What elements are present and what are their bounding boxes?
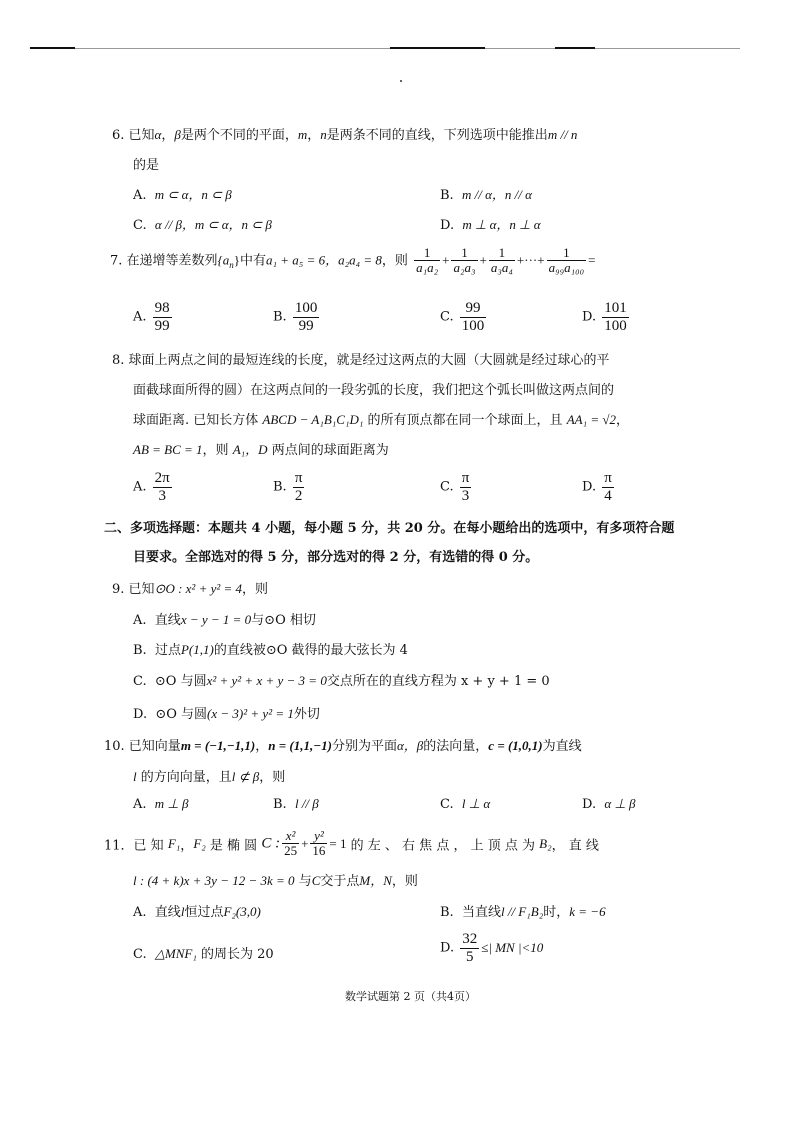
q7-option-b-frac <box>293 300 320 334</box>
q6-target: m // n <box>547 127 578 142</box>
q6-option-a <box>133 184 232 203</box>
q7-option-d-letter: D. <box>582 309 597 325</box>
q7-frac-4-num: 1 <box>547 246 587 261</box>
q11-f1: F₁ <box>167 835 181 851</box>
q7-plus-1: + <box>442 252 450 268</box>
q6-stem-pre: 6. 已知 <box>112 128 155 143</box>
q7-option-d-num: 101 <box>604 300 627 316</box>
q9-option-a-math: x − y − 1 = 0 <box>180 612 252 627</box>
q7-option-c-num: 99 <box>460 300 487 318</box>
q11-option-d-num: 32 <box>462 931 478 947</box>
q10-stem-mid: 分别为平面 <box>331 739 397 754</box>
q11-stem-mid2: 的 左 、 右 焦 点 ， 上 顶 点 为 <box>350 838 535 854</box>
q11-curve-name: C : <box>261 835 281 852</box>
q11-stem-line2 <box>133 870 418 889</box>
q10-line2-cond: l ⊄ β <box>231 769 260 784</box>
q10-option-b <box>273 796 319 812</box>
q7-option-c-frac <box>460 300 487 334</box>
q7-option-d-frac <box>602 300 629 334</box>
q7-frac-1 <box>414 246 440 276</box>
q10-planes: α，β <box>396 738 424 753</box>
q7-frac-1-num: 1 <box>414 246 440 261</box>
q11-option-c-pre: △MNF₁ <box>154 946 197 961</box>
q11-stem-end: ， 直 线 <box>551 838 599 854</box>
q8-option-a <box>133 470 174 504</box>
q7-frac-3 <box>489 246 515 276</box>
top-rule <box>30 48 740 49</box>
q9-stem-pre: 9. 已知 <box>112 582 155 597</box>
q6-option-a-text: m ⊂ α，n ⊂ β <box>154 187 232 202</box>
q11-option-a-pre: 直线 <box>154 905 181 920</box>
q11-plus: + <box>301 835 309 851</box>
q11-frac-y <box>310 829 327 859</box>
q9-option-b-pre: 过点 <box>154 643 181 658</box>
q8-option-b-num: π <box>294 470 303 486</box>
q7-option-b-letter: B. <box>273 309 287 325</box>
scan-speck <box>400 80 402 82</box>
q10-vec-m: m = (−1,−1,1) <box>180 738 256 753</box>
q10-option-b-letter: B. <box>273 797 287 812</box>
q11-line2-mid: 与 <box>298 874 312 889</box>
q9-option-b-math: P(1,1) <box>180 642 214 657</box>
q8-option-d <box>582 470 616 504</box>
q9-option-d-post: 外切 <box>293 707 320 722</box>
q9-option-d-pre: ⊙O 与圆 <box>155 707 208 722</box>
q10-option-d-letter: D. <box>582 797 597 812</box>
q9-option-d-letter: D. <box>133 707 148 722</box>
q6-option-d-text: m ⊥ α，n ⊥ α <box>462 217 541 232</box>
q9-option-b <box>133 639 408 658</box>
q7-frac-2-den: a₂a₃ <box>453 260 476 276</box>
q10-option-d-text: α ⊥ β <box>604 796 636 811</box>
q9-option-a-post: 与⊙O 相切 <box>251 613 316 628</box>
q11-option-a-math2: F₂(3,0) <box>223 904 261 919</box>
q7-option-b-num: 100 <box>294 300 318 316</box>
q8-option-a-num: 2π <box>154 470 170 486</box>
q8-option-b-letter: B. <box>273 479 287 495</box>
q8-option-c <box>440 470 473 504</box>
q7-plus-2: + <box>479 252 487 268</box>
q8-line3-mid: 的所有顶点都在同一个球面上，且 <box>367 413 563 428</box>
q7-stem-pre: 7. 在递增等差数列 <box>110 253 218 269</box>
q9-option-b-post: 的直线被⊙O 截得的最大弦长为 4 <box>213 643 408 658</box>
q11-eq1: = 1 <box>329 835 347 851</box>
q10-option-a-letter: A. <box>133 797 147 812</box>
q11-option-b-letter: B. <box>440 905 454 920</box>
q7-dots: +···+ <box>516 252 545 268</box>
q10-stem-end: 为直线 <box>542 739 582 754</box>
q7-frac-4 <box>547 246 587 276</box>
q7-frac-3-den: a₃a₄ <box>490 260 513 276</box>
q7-seq: {a <box>217 252 230 268</box>
q8-line3-solid: ABCD − A₁B₁C₁D₁ <box>262 412 364 427</box>
q10-vec-c: c = (1,0,1) <box>488 738 543 753</box>
q10-option-a-text: m ⊥ β <box>154 796 189 811</box>
q7-frac-3-num: 1 <box>489 246 515 261</box>
q6-option-c-text: α // β，m ⊂ α，n ⊂ β <box>154 217 272 232</box>
q11-frac-x-num: x² <box>282 829 299 844</box>
q10-stem <box>104 735 582 754</box>
q11-option-d-letter: D. <box>440 940 455 956</box>
q10-vec-n: n = (1,1,−1) <box>268 738 332 753</box>
q7-option-a <box>133 300 174 334</box>
q9-option-c-post: 交点所在的直线方程为 x + y + 1 = 0 <box>326 674 550 689</box>
q7-option-d-den: 100 <box>604 317 627 334</box>
q8-line3-cond: AA₁ = √2 <box>566 412 617 427</box>
top-rule-mid <box>390 47 485 49</box>
q9-option-c-letter: C. <box>133 674 147 689</box>
q9-option-a-letter: A. <box>133 613 147 628</box>
q7-option-a-frac <box>153 300 172 334</box>
q6-stem-mid: 是两个不同的平面， <box>180 128 298 143</box>
q9-stem <box>112 578 268 597</box>
q8-option-a-frac <box>153 470 172 504</box>
q11-option-b-mid: 时， <box>543 905 570 920</box>
q7-seq-close: } <box>233 252 240 268</box>
q8-option-a-den: 3 <box>158 487 166 504</box>
section2-line2: 目要求。全部选对的得 5 分，部分选对的得 2 分，有选错的得 0 分。 <box>133 550 539 565</box>
q6-sep2: ， <box>307 128 321 143</box>
q6-option-d-letter: D. <box>440 218 455 233</box>
q7-cond: a₁ + a₅ = 6，a₂a₄ = 8 <box>266 252 382 268</box>
top-rule-left <box>30 47 75 49</box>
q8-option-c-letter: C. <box>440 479 454 495</box>
q11-line2-mid2: 交于点 <box>320 874 360 889</box>
q6-m: m <box>297 127 308 142</box>
q11-option-d-frac <box>460 931 479 965</box>
q7-stem-mid: 中有 <box>240 253 267 269</box>
q7-option-c-den: 100 <box>461 317 485 334</box>
q6-beta: β <box>174 127 181 142</box>
q7-frac-4-den: a₉₉a₁₀₀ <box>548 260 585 276</box>
q7-option-a-num: 98 <box>154 300 170 316</box>
q7-option-a-letter: A. <box>133 309 147 325</box>
q11-option-a-math: l <box>180 904 185 919</box>
q11-b2: B₂ <box>539 835 552 851</box>
q9-option-d <box>133 703 320 722</box>
q8-line4-end: 两点间的球面距离为 <box>271 443 389 458</box>
q7-option-d <box>582 300 631 334</box>
q8-option-b <box>273 470 306 504</box>
q11-option-b <box>440 901 606 920</box>
q11-option-d-rest: ≤| MN |<10 <box>481 940 544 955</box>
q7-option-b <box>273 300 321 334</box>
q11-option-b-pre: 当直线 <box>461 905 501 920</box>
q6-option-b-letter: B. <box>440 188 454 203</box>
q11-line2-pts: M，N <box>359 873 392 888</box>
q6-stem-post: 是两条不同的直线，下列选项中能推出 <box>326 128 548 143</box>
q10-option-d <box>582 796 635 812</box>
q6-sep1: ， <box>161 128 175 143</box>
q8-option-c-den: 3 <box>461 487 470 504</box>
q11-frac-x <box>282 829 299 859</box>
q7-option-c <box>440 300 488 334</box>
q9-option-c <box>133 670 550 689</box>
q11-option-c-letter: C. <box>133 947 147 962</box>
q10-option-c-letter: C. <box>440 797 454 812</box>
q6-option-b <box>440 184 532 203</box>
q8-option-d-num: π <box>604 470 612 486</box>
q10-option-c-text: l ⊥ α <box>461 796 491 811</box>
q10-option-b-text: l // β <box>294 796 319 811</box>
q11-stem <box>104 829 599 859</box>
q11-line2-end: ，则 <box>391 874 418 889</box>
q11-line2-eq: l : (4 + k)x + 3y − 12 − 3k = 0 <box>133 873 295 888</box>
q8-line4-cond: AB = BC = 1 <box>133 442 203 457</box>
q7-seq-sub: n <box>229 259 234 270</box>
q8-line3-pre: 球面距离. 已知长方体 <box>133 413 259 428</box>
q8-option-c-num: π <box>461 470 470 486</box>
q8-line3 <box>133 409 629 428</box>
q8-option-b-den: 2 <box>294 487 303 504</box>
q10-line-l: l <box>133 769 137 784</box>
q11-option-b-math: l // F₁B₂ <box>500 904 544 919</box>
q9-circle: ⊙O : x² + y² = 4 <box>154 581 243 596</box>
q9-stem-post: ，则 <box>242 582 269 597</box>
q7-frac-1-den: a₁a₂ <box>416 260 439 276</box>
q9-option-a-pre: 直线 <box>154 613 181 628</box>
q10-line2-end: ，则 <box>259 770 286 785</box>
q11-option-c <box>133 943 274 962</box>
q8-line4-mid: ，则 <box>202 443 229 458</box>
q11-option-a-letter: A. <box>133 905 147 920</box>
q8-option-a-letter: A. <box>133 479 147 495</box>
q9-option-d-math: (x − 3)² + y² = 1 <box>207 706 294 721</box>
q8-line1: 8. 球面上两点之间的最短连线的长度，就是经过这两点的大圆（大圆就是经过球心的平 <box>112 353 610 368</box>
q7-eq: = <box>588 252 596 268</box>
q6-option-c-letter: C. <box>133 218 147 233</box>
q8-line3-end: ， <box>616 413 630 428</box>
q6-option-c <box>133 214 272 233</box>
q11-option-a-mid: 恒过点 <box>184 905 224 920</box>
q10-option-a <box>133 796 188 812</box>
q11-option-d-den: 5 <box>465 948 474 965</box>
q7-stem <box>110 246 596 276</box>
q7-frac-2-num: 1 <box>451 246 477 261</box>
q11-option-c-mid: 的周长为 20 <box>201 947 274 962</box>
q10-stem-pre: 10. 已知向量 <box>104 739 181 754</box>
q11-frac-x-den: 25 <box>284 843 298 859</box>
q7-option-b-den: 99 <box>298 317 314 334</box>
q6-option-b-text: m // α，n // α <box>461 187 532 202</box>
q6-alpha: α <box>154 127 162 142</box>
q10-stem-line2 <box>133 766 285 785</box>
q8-line4-pts: A₁，D <box>232 442 268 457</box>
q10-option-c <box>440 796 490 812</box>
q11-option-d <box>440 931 543 965</box>
q7-stem-then: ，则 <box>381 253 408 269</box>
q8-option-d-letter: D. <box>582 479 597 495</box>
q9-option-c-pre: ⊙O 与圆 <box>154 674 207 689</box>
top-rule-right <box>555 47 595 49</box>
q11-frac-y-den: 16 <box>312 843 326 859</box>
q8-option-d-frac <box>602 470 614 504</box>
q9-option-c-math: x² + y² + x + y − 3 = 0 <box>206 673 327 688</box>
q6-stem-line2: 的是 <box>133 158 160 173</box>
q6-option-d <box>440 214 541 233</box>
q6-n: n <box>320 127 327 142</box>
q8-option-d-den: 4 <box>604 487 612 504</box>
section2-line1: 二、多项选择题：本题共 4 小题，每小题 5 分，共 20 分。在每小题给出的选项中，有多项符合题 <box>104 521 675 536</box>
q11-stem-mid: 是 椭 圆 <box>209 838 258 854</box>
q9-option-a <box>133 609 316 628</box>
q8-line2: 面截球面所得的圆）在这两点间的一段劣弧的长度，我们把这个弧长叫做这两点间的 <box>133 383 615 398</box>
q6-stem <box>112 124 577 143</box>
q10-stem-mid2: 的法向量， <box>423 739 489 754</box>
q7-frac-2 <box>451 246 477 276</box>
q8-option-c-frac <box>460 470 472 504</box>
q10-line2-mid: 的方向向量，且 <box>140 770 232 785</box>
q9-option-b-letter: B. <box>133 643 147 658</box>
q11-option-b-math2: k = −6 <box>569 904 606 919</box>
page-footer: 数学试题第 2 页（共4页） <box>345 990 476 1003</box>
q8-option-b-frac <box>293 470 305 504</box>
q7-option-c-letter: C. <box>440 309 454 325</box>
q11-stem-pre: 11．已 知 <box>104 838 164 854</box>
q11-f2: F₂ <box>193 835 206 851</box>
q11-frac-y-num: y² <box>310 829 327 844</box>
q11-option-a <box>133 901 261 920</box>
q11-sep1: ， <box>180 838 194 854</box>
q8-line4 <box>133 439 389 458</box>
q10-sep: ， <box>255 739 269 754</box>
q7-option-a-den: 99 <box>154 317 170 334</box>
q6-option-a-letter: A. <box>133 188 147 203</box>
q11-line2-c: C <box>311 873 321 888</box>
